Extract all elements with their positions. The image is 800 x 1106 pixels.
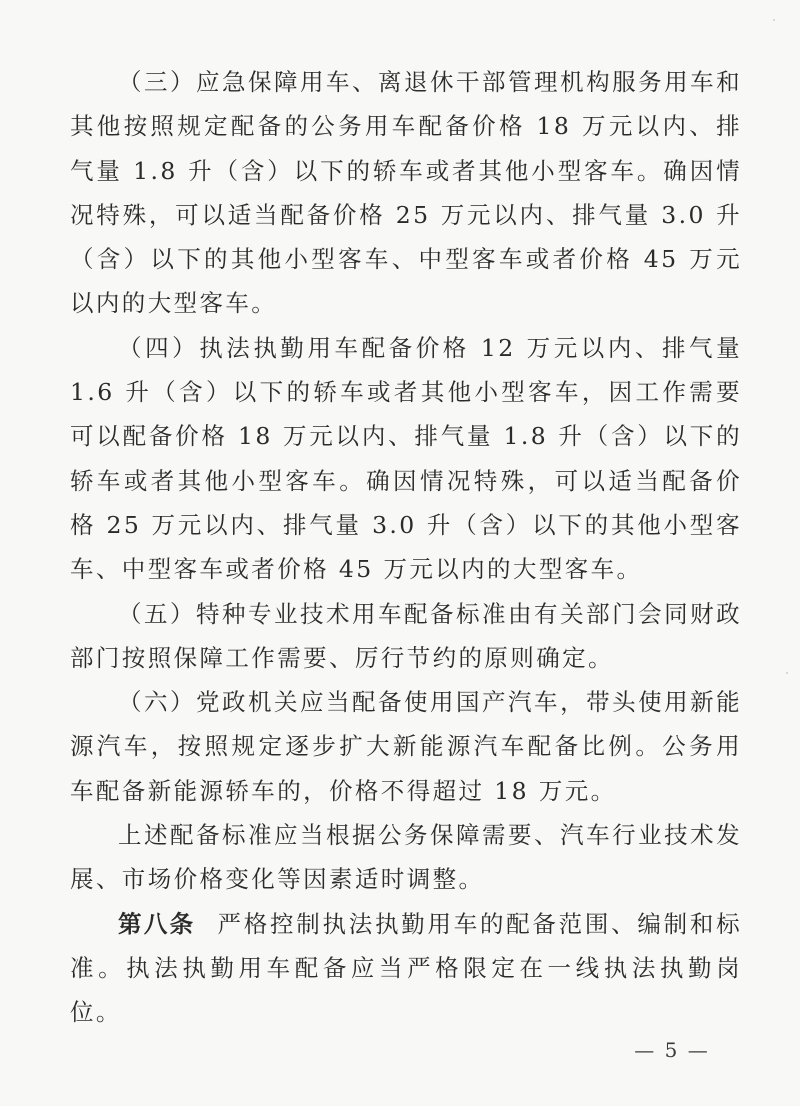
scan-speck (773, 19, 775, 21)
scan-speck (786, 672, 788, 674)
paragraph-item-5: （五）特种专业技术用车配备标准由有关部门会同财政部门按照保障工作需要、厉行节约的原则确定。 (70, 599, 742, 672)
article-eight-text: 严格控制执法执勤用车的配备范围、编制和标准。执法执勤用车配备应当严格限定在一线执法执勤岗位。 (70, 909, 743, 1027)
page-number: — 5 — (634, 1038, 710, 1062)
paragraph-item-3: （三）应急保障用车、离退休干部管理机构服务用车和其他按照规定配备的公务用车配备价格 18 万元以内、排气量 1.8 升（含）以下的轿车或者其他小型客车。确因情况特殊，可以适当配备价格 25 万元以内、排气量 3.0 升（含）以下的其他小型客车、中型客车或者价格 45 万元以内的大型客车。 (70, 68, 742, 318)
paragraph-adjustment-note: 上述配备标准应当根据公务保障需要、汽车行业技术发展、市场价格变化等因素适时调整。 (70, 821, 742, 894)
document-body (70, 60, 742, 1035)
article-eight (70, 902, 742, 1035)
paragraph-item-4: （四）执法执勤用车配备价格 12 万元以内、排气量 1.6 升（含）以下的轿车或者其他小型客车，因工作需要可以配备价格 18 万元以内、排气量 1.8 升（含）以下的轿车或者其他小型客车。确因情况特殊，可以适当配备价格 25 万元以内、排气量 3.0 升（含）以下的其他小型客车、中型客车或者价格 45 万元以内的大型客车。 (70, 333, 742, 584)
article-eight-label: 第八条 (118, 909, 196, 938)
paragraph-item-6: （六）党政机关应当配备使用国产汽车，带头使用新能源汽车，按照规定逐步扩大新能源汽车配备比例。公务用车配备新能源轿车的，价格不得超过 18 万元。 (70, 688, 742, 805)
